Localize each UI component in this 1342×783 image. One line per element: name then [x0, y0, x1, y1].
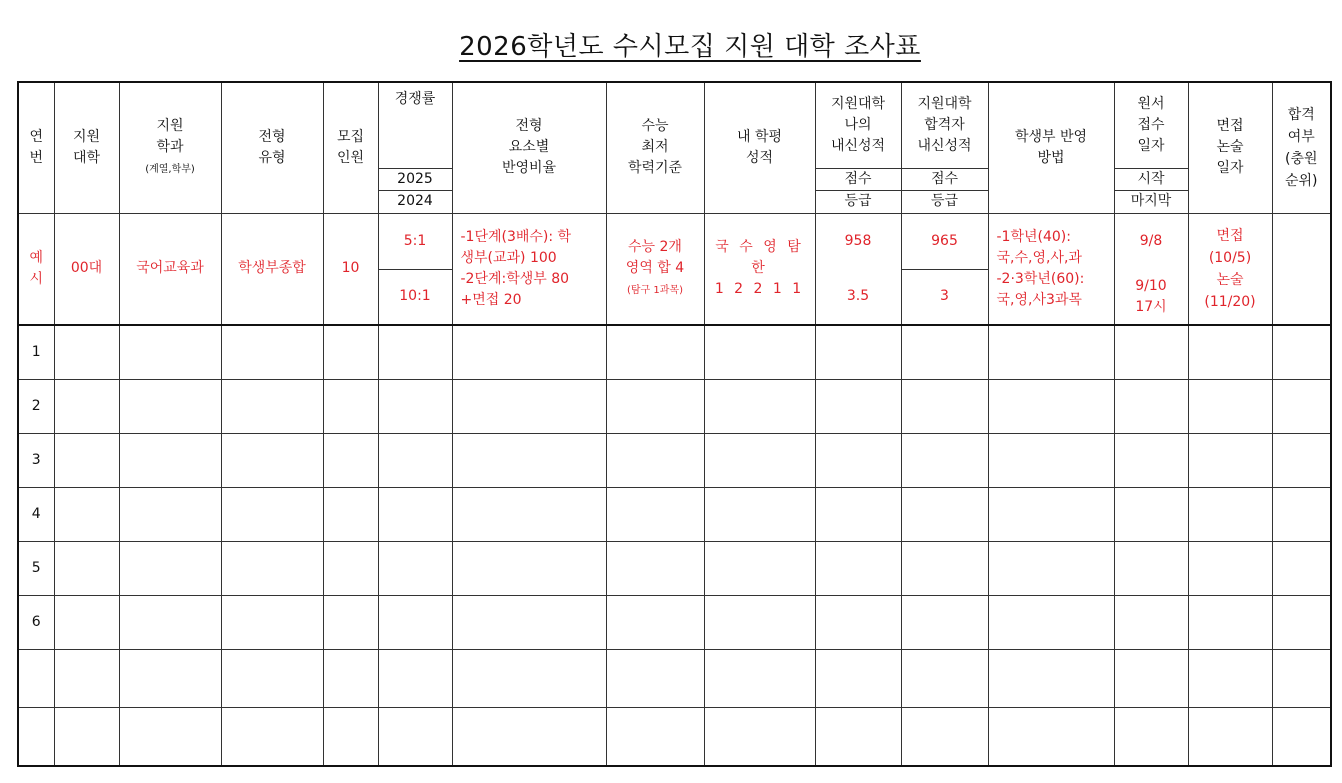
header-apply: 원서 접수 일자	[1114, 82, 1188, 168]
header-type: 전형 유형	[221, 82, 323, 213]
table-row	[18, 325, 1331, 380]
example-apply-end: 9/10 17시	[1114, 269, 1188, 325]
table-row	[18, 708, 1331, 766]
example-my-grade: 3.5	[815, 269, 901, 325]
header-interview: 면접 논술 일자	[1188, 82, 1272, 213]
table-row	[18, 542, 1331, 596]
header-ratio: 전형 요소별 반영비율	[452, 82, 606, 213]
example-type: 학생부종합	[221, 213, 323, 325]
example-comp-2024: 10:1	[378, 269, 452, 325]
header-result: 합격 여부 (충원 순위)	[1272, 82, 1331, 213]
example-quota: 10	[323, 213, 378, 325]
row-number: 3	[18, 434, 54, 488]
example-label: 예 시	[18, 213, 54, 325]
survey-table	[17, 81, 1332, 767]
header-csat: 수능 최저 학력기준	[606, 82, 704, 213]
row-number: 4	[18, 488, 54, 542]
header-competition: 경쟁률	[378, 82, 452, 168]
example-dept: 국어교육과	[119, 213, 221, 325]
header-my-grade-level: 등급	[815, 190, 901, 213]
row-number: 5	[18, 542, 54, 596]
row-number	[18, 650, 54, 708]
header-quota: 모집 인원	[323, 82, 378, 213]
header-apply-start: 시작	[1114, 168, 1188, 190]
example-method: -1학년(40): 국,수,영,사,과 -2·3학년(60): 국,영,사3과목	[988, 213, 1114, 325]
example-mock-grades: 국 수 영 탐 한 1 2 2 1 1	[704, 213, 815, 325]
table-row	[18, 596, 1331, 650]
header-apply-end: 마지막	[1114, 190, 1188, 213]
header-dept: 지원 학과 (계열,학부)	[119, 82, 221, 213]
example-acc-score: 965	[901, 213, 988, 269]
example-apply-start: 9/8	[1114, 213, 1188, 269]
header-my-school: 지원대학 나의 내신성적	[815, 82, 901, 168]
example-ratio: -1단계(3배수): 학 생부(교과) 100 -2단계:학생부 80 +면접 20	[452, 213, 606, 325]
header-acc-grade-level: 등급	[901, 190, 988, 213]
example-csat: 수능 2개 영역 합 4 (탐구 1과목)	[606, 213, 704, 325]
row-number	[18, 708, 54, 766]
header-my-score: 점수	[815, 168, 901, 190]
example-result	[1272, 213, 1331, 325]
header-acc-score: 점수	[901, 168, 988, 190]
example-univ: 00대	[54, 213, 119, 325]
header-univ: 지원 대학	[54, 82, 119, 213]
example-comp-2025: 5:1	[378, 213, 452, 269]
row-number: 6	[18, 596, 54, 650]
header-year-2024: 2024	[378, 190, 452, 213]
row-number: 2	[18, 380, 54, 434]
table-row	[18, 650, 1331, 708]
table-row	[18, 380, 1331, 434]
table-row	[18, 434, 1331, 488]
example-my-score: 958	[815, 213, 901, 269]
table-row	[18, 488, 1331, 542]
row-number: 1	[18, 325, 54, 380]
header-year-2025: 2025	[378, 168, 452, 190]
example-acc-grade: 3	[901, 269, 988, 325]
page-title: 2026학년도 수시모집 지원 대학 조사표	[459, 32, 921, 62]
example-interview: 면접 (10/5) 논술 (11/20)	[1188, 213, 1272, 325]
header-method: 학생부 반영 방법	[988, 82, 1114, 213]
header-accepted: 지원대학 합격자 내신성적	[901, 82, 988, 168]
header-no: 연 번	[18, 82, 54, 213]
header-my-grade: 내 학평 성적	[704, 82, 815, 213]
